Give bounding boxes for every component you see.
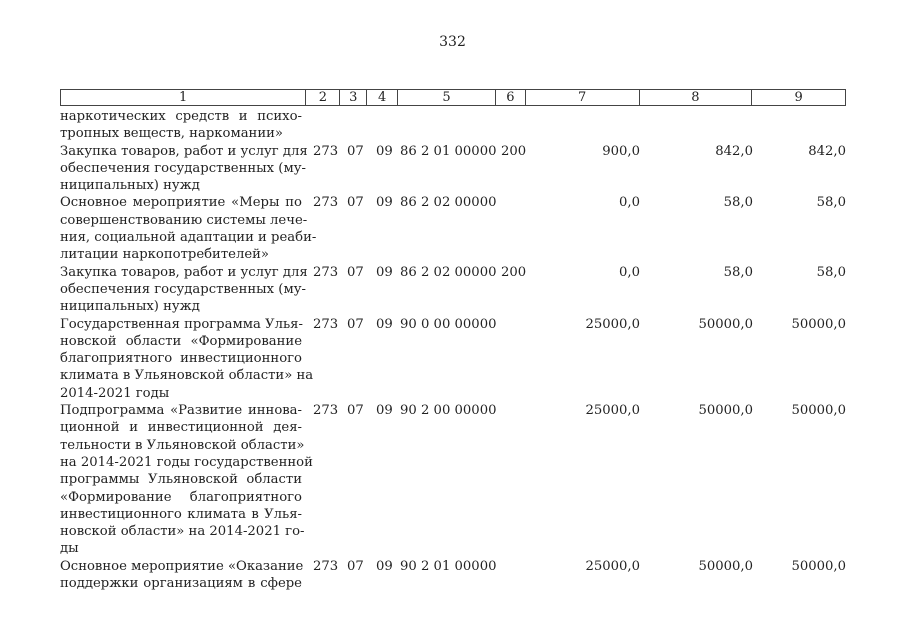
- cell-col-6: 200: [501, 143, 527, 159]
- description-line: Подпрограмма «Развитие иннова-: [60, 403, 302, 419]
- cell-col-4: 09: [376, 403, 393, 419]
- description-line: новской области «Формирование: [60, 333, 302, 349]
- header-col-6: 6: [496, 90, 526, 105]
- table-row: [60, 316, 850, 402]
- cell-col-7: 25000,0: [585, 558, 640, 574]
- cell-col-8: 50000,0: [698, 403, 753, 419]
- description-line: 2014-2021 годы: [60, 385, 170, 401]
- description-line: тельности в Ульяновской области»: [60, 437, 305, 453]
- row-description: [60, 316, 314, 402]
- row-description: [60, 108, 302, 143]
- cell-col-7: 900,0: [602, 143, 640, 159]
- description-line: программы Ульяновской области: [60, 472, 302, 488]
- header-col-3: 3: [340, 90, 367, 105]
- header-col-5: 5: [398, 90, 496, 105]
- page-number: 332: [439, 34, 466, 50]
- cell-col-8: 58,0: [723, 195, 753, 211]
- cell-col-3: 07: [347, 195, 364, 211]
- row-description: [60, 194, 317, 263]
- cell-col-7: 0,0: [619, 195, 640, 211]
- description-line: Основное мероприятие «Меры по: [60, 195, 302, 211]
- description-line: ды: [60, 541, 79, 557]
- cell-col-2: 273: [313, 143, 339, 159]
- cell-col-8: 842,0: [715, 143, 753, 159]
- table-row: [60, 558, 850, 593]
- description-line: литации наркопотребителей»: [60, 247, 269, 263]
- description-line: обеспечения государственных (му-: [60, 160, 306, 176]
- cell-col-2: 273: [313, 403, 339, 419]
- header-col-9: 9: [794, 90, 803, 105]
- description-line: Основное мероприятие «Оказание: [60, 558, 304, 574]
- row-description: [60, 402, 313, 558]
- table-row: [60, 264, 850, 316]
- cell-col-2: 273: [313, 316, 339, 332]
- description-line: обеспечения государственных (му-: [60, 281, 306, 297]
- description-line: наркотических средств и психо-: [60, 109, 302, 124]
- table-row: [60, 143, 850, 195]
- description-line: на 2014-2021 годы государственной: [60, 454, 313, 470]
- cell-col-3: 07: [347, 558, 364, 574]
- cell-col-3: 07: [347, 143, 364, 159]
- row-description: [60, 143, 308, 195]
- description-line: ционной и инвестиционной дея-: [60, 420, 302, 436]
- cell-col-4: 09: [376, 143, 393, 159]
- cell-col-2: 273: [313, 195, 339, 211]
- cell-col-4: 09: [376, 316, 393, 332]
- description-line: новской области» на 2014-2021 го-: [60, 524, 305, 540]
- cell-col-9: 50000,0: [791, 403, 846, 419]
- header-col-1: 1: [61, 90, 306, 105]
- cell-col-8: 58,0: [723, 264, 753, 280]
- budget-table: [60, 108, 850, 592]
- cell-col-3: 07: [347, 316, 364, 332]
- cell-col-9: 58,0: [816, 195, 846, 211]
- cell-col-3: 07: [347, 264, 364, 280]
- cell-col-9: 50000,0: [791, 558, 846, 574]
- description-line: Закупка товаров, работ и услуг для: [60, 143, 308, 159]
- cell-col-5: 86 2 02 00000: [400, 264, 497, 280]
- description-line: совершенствованию системы лече-: [60, 212, 308, 228]
- cell-col-5: 90 0 00 00000: [400, 316, 497, 332]
- cell-col-8: 50000,0: [698, 316, 753, 332]
- description-line: тропных веществ, наркомании»: [60, 126, 283, 142]
- cell-col-5: 90 2 01 00000: [400, 558, 497, 574]
- cell-col-7: 25000,0: [585, 316, 640, 332]
- cell-col-4: 09: [376, 195, 393, 211]
- row-description: [60, 264, 308, 316]
- table-row: [60, 402, 850, 558]
- description-line: ниципальных) нужд: [60, 299, 200, 315]
- header-col-4: 4: [367, 90, 398, 105]
- cell-col-5: 86 2 01 00000: [400, 143, 497, 159]
- cell-col-9: 842,0: [808, 143, 846, 159]
- cell-col-2: 273: [313, 558, 339, 574]
- cell-col-3: 07: [347, 403, 364, 419]
- cell-col-4: 09: [376, 558, 393, 574]
- description-line: Государственная программа Улья-: [60, 316, 303, 332]
- cell-col-5: 86 2 02 00000: [400, 195, 497, 211]
- table-row: [60, 194, 850, 263]
- cell-col-5: 90 2 00 00000: [400, 403, 497, 419]
- description-line: климата в Ульяновской области» на: [60, 368, 314, 384]
- cell-col-7: 25000,0: [585, 403, 640, 419]
- cell-col-7: 0,0: [619, 264, 640, 280]
- row-description: [60, 558, 302, 593]
- cell-col-4: 09: [376, 264, 393, 280]
- description-line: ниципальных) нужд: [60, 178, 200, 194]
- cell-col-6: 200: [501, 264, 527, 280]
- cell-col-9: 50000,0: [791, 316, 846, 332]
- description-line: «Формирование благоприятного: [60, 489, 302, 505]
- description-line: инвестиционного климата в Улья-: [60, 506, 302, 522]
- description-line: поддержки организациям в сфере: [60, 576, 302, 592]
- description-line: Закупка товаров, работ и услуг для: [60, 264, 308, 280]
- header-col-2: 2: [306, 90, 340, 105]
- header-col-7: 7: [526, 90, 640, 105]
- description-line: ния, социальной адаптации и реаби-: [60, 230, 317, 246]
- cell-col-8: 50000,0: [698, 558, 753, 574]
- description-line: благоприятного инвестиционного: [60, 351, 302, 367]
- table-row: [60, 108, 850, 143]
- cell-col-2: 273: [313, 264, 339, 280]
- cell-col-9: 58,0: [816, 264, 846, 280]
- table-header: [60, 89, 846, 106]
- header-col-8: 8: [640, 90, 753, 105]
